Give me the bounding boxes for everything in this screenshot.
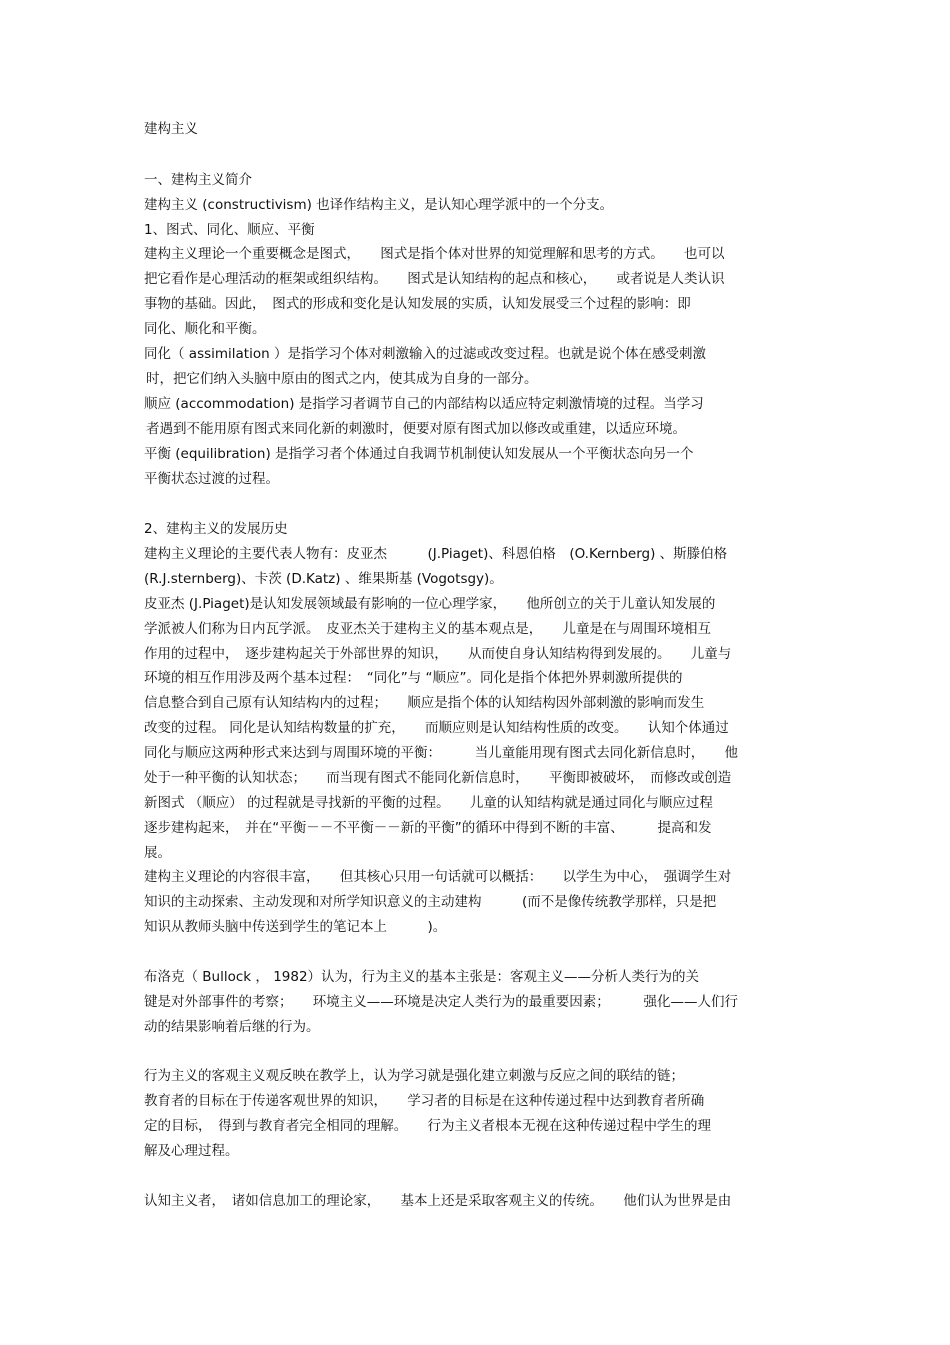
document-title: 建构主义 [144, 121, 198, 137]
paragraph-line: 认知主义者， 诸如信息加工的理论家， 基本上还是采取客观主义的传统。 他们认为世界是由 [144, 1193, 732, 1209]
paragraph-line: 把它看作是心理活动的框架或组织结构。 图式是认知结构的起点和核心， 或者说是人类认识 [144, 271, 725, 287]
paragraph-line: 顺应 (accommodation) 是指学习者调节自己的内部结构以适应特定刺激情境的过程。当学习 [144, 396, 704, 412]
paragraph-line: 键是对外部事件的考察； 环境主义——环境是决定人类行为的最重要因素； 强化——人们行 [144, 994, 738, 1010]
paragraph-line: (R.J.sternberg)、卡茨 (D.Katz) 、维果斯基 (Vogotsgy)。 [144, 571, 503, 587]
paragraph-line: 信息整合到自己原有认知结构内的过程； 顺应是指个体的认知结构因外部刺激的影响而发生 [144, 695, 705, 711]
paragraph-line: 改变的过程。 同化是认知结构数量的扩充， 而顺应则是认知结构性质的改变。 认知个体通过 [144, 720, 729, 736]
paragraph-line: 同化（ assimilation ）是指学习个体对刺激输入的过滤或改变过程。也就是说个体在感受刺激 [144, 346, 706, 362]
intro-paragraph: 建构主义 (constructivism) 也译作结构主义，是认知心理学派中的一个分支。 [144, 197, 614, 213]
paragraph-line: 建构主义理论的内容很丰富， 但其核心只用一句话就可以概括： 以学生为中心， 强调学生对 [144, 869, 732, 885]
paragraph-line: 布洛克（ Bullock ， 1982）认为，行为主义的基本主张是：客观主义——分析人类行为的关 [144, 969, 700, 985]
paragraph-line: 解及心理过程。 [144, 1143, 239, 1159]
paragraph-line: 同化、顺化和平衡。 [144, 321, 266, 337]
section-heading: 一、建构主义简介 [144, 172, 252, 188]
paragraph-line: 动的结果影响着后继的行为。 [144, 1019, 320, 1035]
paragraph-line: 知识从教师头脑中传送到学生的笔记本上 )。 [144, 919, 447, 935]
paragraph-line: 同化与顺应这两种形式来达到与周围环境的平衡： 当儿童能用现有图式去同化新信息时， 他 [144, 745, 738, 761]
paragraph-line: 时，把它们纳入头脑中原由的图式之内，使其成为自身的一部分。 [146, 371, 538, 387]
paragraph-line: 建构主义理论的主要代表人物有：皮亚杰 (J.Piaget)、科恩伯格 (O.Kernberg) 、斯滕伯格 [144, 546, 728, 562]
paragraph-line: 平衡 (equilibration) 是指学习者个体通过自我调节机制使认知发展从一个平衡状态向另一个 [144, 446, 694, 462]
paragraph-line: 逐步建构起来， 并在“平衡－－不平衡－－新的平衡”的循环中得到不断的丰富、 提高和发 [144, 820, 712, 836]
paragraph-line: 建构主义理论一个重要概念是图式， 图式是指个体对世界的知觉理解和思考的方式。 也可以 [144, 246, 725, 262]
paragraph-line: 作用的过程中， 逐步建构起关于外部世界的知识， 从而使自身认知结构得到发展的。 儿童与 [144, 646, 732, 662]
paragraph-line: 行为主义的客观主义观反映在教学上，认为学习就是强化建立刺激与反应之间的联结的链； [144, 1068, 684, 1084]
paragraph-line: 环境的相互作用涉及两个基本过程： “同化”与 “顺应”。同化是指个体把外界刺激所提供的 [144, 670, 683, 686]
paragraph-line: 展。 [144, 845, 171, 861]
paragraph-line: 教育者的目标在于传递客观世界的知识， 学习者的目标是在这种传递过程中达到教育者所确 [144, 1093, 705, 1109]
paragraph-line: 皮亚杰 (J.Piaget)是认知发展领域最有影响的一位心理学家， 他所创立的关于儿童认知发展的 [144, 596, 716, 612]
paragraph-line: 平衡状态过渡的过程。 [144, 471, 279, 487]
paragraph-line: 学派被人们称为日内瓦学派。 皮亚杰关于建构主义的基本观点是， 儿童是在与周围环境相互 [144, 621, 711, 637]
paragraph-line: 新图式 （顺应） 的过程就是寻找新的平衡的过程。 儿童的认知结构就是通过同化与顺应过程 [144, 795, 713, 811]
paragraph-line: 者遇到不能用原有图式来同化新的刺激时，便要对原有图式加以修改或重建，以适应环境。 [146, 421, 686, 437]
paragraph-line: 知识的主动探索、主动发现和对所学知识意义的主动建构 (而不是像传统教学那样，只是把 [144, 894, 717, 910]
subsection-heading: 1、图式、同化、顺应、平衡 [144, 222, 315, 238]
paragraph-line: 处于一种平衡的认知状态； 而当现有图式不能同化新信息时， 平衡即被破坏， 而修改或创造 [144, 770, 732, 786]
paragraph-line: 定的目标， 得到与教育者完全相同的理解。 行为主义者根本无视在这种传递过程中学生的理 [144, 1118, 711, 1134]
paragraph-line: 事物的基础。因此， 图式的形成和变化是认知发展的实质，认知发展受三个过程的影响：即 [144, 296, 691, 312]
subsection-heading: 2、建构主义的发展历史 [144, 521, 288, 537]
